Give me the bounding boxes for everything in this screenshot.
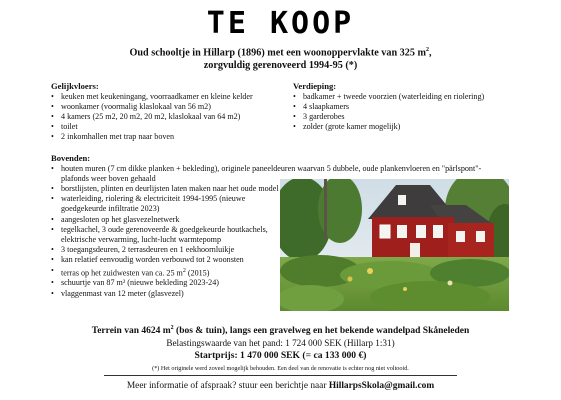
divider: [104, 375, 457, 376]
contact-text: Meer informatie of afspraak? stuur een berichtje naar: [126, 381, 329, 391]
terrein-end: (bos & tuin), langs een gravelweg en het bekende wandelpad Skåneleden: [173, 326, 470, 337]
list-item: • woonkamer (voormalig klaslokaal van 56 m2): [51, 102, 291, 112]
contact-line: [0, 381, 561, 391]
verdieping-heading: Verdieping:: [293, 81, 337, 91]
list-item: • tegelkachel, 3 oude gerenoveerde & goedgekeurde houtkachels, elektrische verwarming, lucht-lucht warmtepomp: [51, 225, 279, 245]
list-item: [51, 266, 279, 279]
gelijkvloers-section: [51, 81, 291, 143]
list-item: • keuken met keukeningang, voorraadkamer en kleine kelder: [51, 92, 291, 102]
terras-end: (2015): [185, 268, 210, 278]
terrein-line: [0, 325, 561, 336]
terrein-text: Terrein van 4624 m: [91, 326, 171, 337]
verdieping-list: [293, 92, 533, 133]
list-item: • vlaggenmast van 12 meter (glasvezel): [51, 289, 279, 299]
list-item: • waterleiding, riolering & electriciteit 1994-1995 (nieuwe goedgekeurde infiltratie 2023): [51, 194, 279, 214]
list-item: • aangesloten op het glasvezelnetwerk: [51, 215, 279, 225]
subtitle-line-2: zorgvuldig gerenoveerd 1994-95 (*): [203, 59, 358, 71]
house-photo-image: [280, 179, 509, 311]
list-item: • kan relatief eenvoudig worden verbouwd tot 2 woonsten: [51, 255, 279, 265]
page-title: TE KOOP: [206, 6, 355, 41]
terrein-sup: 2: [170, 325, 174, 331]
subtitle-sup: 2: [426, 47, 429, 53]
list-item: • badkamer + tweede voorzien (waterleiding en riolering): [293, 92, 533, 102]
terras-sup: 2: [182, 267, 186, 274]
list-item: • 3 toegangsdeuren, 2 terrasdeuren en 1 eekhoornluikje: [51, 245, 279, 255]
list-item: • borstlijsten, plinten en deurlijsten laten maken naar het oude model: [51, 184, 279, 194]
list-item: • 3 garderobes: [293, 112, 533, 122]
list-item: • 4 kamers (25 m2, 20 m2, 20 m2, klaslokaal van 64 m2): [51, 112, 291, 122]
startprijs-line: Startprijs: 1 470 000 SEK (= ca 133 000 €): [194, 350, 367, 361]
house-photo: [280, 179, 509, 311]
subtitle-line-1-end: ,: [429, 47, 432, 59]
belasting-line: Belastingswaarde van het pand: 1 724 000 SEK (Hillarp 1:31): [166, 338, 395, 348]
renovation-note: (*) Het originele werd zoveel mogelijk behouden. Een deel van de renovatie is echter nog niet voltooid.: [152, 365, 409, 372]
verdieping-section: [293, 81, 533, 132]
list-item: • houten muren (7 cm dikke planken + bekleding), originele paneeldeuren waarvan 5 dubbele, oude plankenvloeren en "pärlspont"-plafonds weer boven gehaald: [51, 164, 501, 184]
list-item: • 2 inkomhallen met trap naar boven: [51, 132, 291, 142]
subtitle: [0, 44, 561, 72]
gelijkvloers-list: [51, 92, 291, 143]
subtitle-line-1: [0, 44, 561, 60]
contact-email[interactable]: HillarpsSkola@gmail.com: [328, 381, 435, 391]
gelijkvloers-heading: Gelijkvloers:: [51, 81, 99, 91]
terras-text: terras op het zuidwesten van ca. 25 m: [61, 268, 183, 278]
bovenden-heading: Bovenden:: [51, 153, 91, 163]
subtitle-line-1-text: Oud schooltje in Hillarp (1896) met een woonoppervlakte van 325 m: [129, 47, 426, 59]
list-item: • schuurtje van 87 m² (nieuwe bekleding 2023-24): [51, 278, 279, 288]
list-item: • 4 slaapkamers: [293, 102, 533, 112]
list-item: • toilet: [51, 122, 291, 132]
list-item: • zolder (grote kamer mogelijk): [293, 122, 533, 132]
